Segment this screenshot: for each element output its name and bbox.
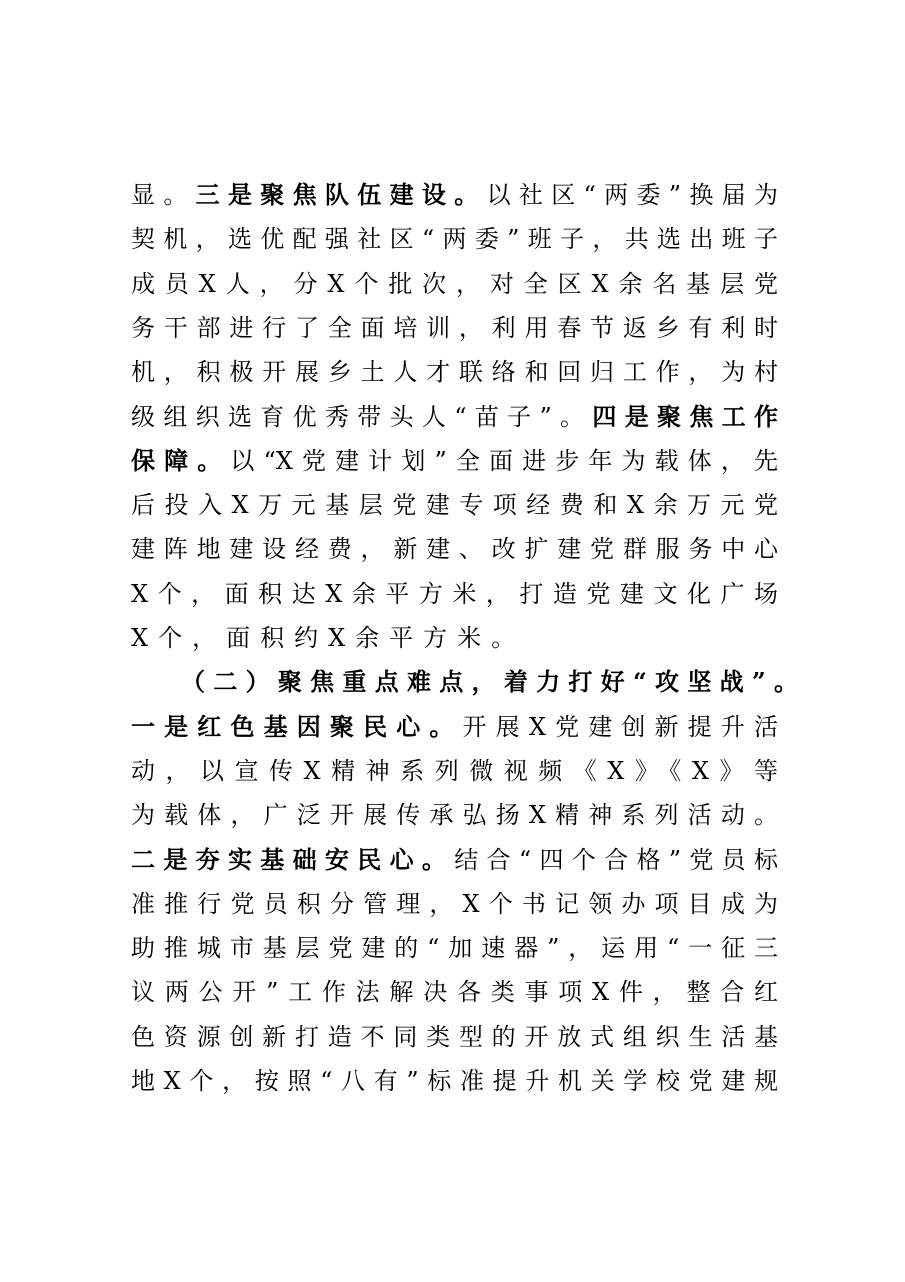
- text-span: 以“X党建计划”全面进步年为载体，先: [230, 447, 778, 475]
- bold-heading-span: 一是红色基因聚民心。: [131, 712, 463, 741]
- text-span: 成员X人，分X个批次，对全区X余名基层党: [131, 270, 778, 298]
- bold-heading-span: （二）聚焦重点难点，着力打好“攻坚战”。: [181, 667, 798, 696]
- text-line: [131, 173, 778, 217]
- text-line: [131, 882, 778, 926]
- text-span: 务干部进行了全面培训，利用春节返乡有利时: [131, 314, 778, 342]
- text-line: [131, 749, 778, 793]
- text-line: [131, 350, 778, 394]
- text-span: 以社区“两委”换届为: [486, 181, 779, 209]
- text-span: 为载体，广泛开展传承弘扬X精神系列活动。: [131, 801, 778, 829]
- text-span: 后投入X万元基层党建专项经费和X余万元党: [131, 491, 778, 519]
- bold-heading-span: 保障。: [131, 446, 231, 475]
- bold-heading-span: 二是夯实基础安民心。: [131, 845, 455, 874]
- text-span: 准推行党员积分管理，X个书记领办项目成为: [131, 890, 778, 918]
- text-line: [181, 660, 798, 704]
- text-line: [131, 793, 778, 837]
- text-line: [131, 217, 778, 261]
- text-span: 开展X党建创新提升活: [462, 713, 778, 741]
- text-line: [131, 572, 778, 616]
- text-span: 契机，选优配强社区“两委”班子，共选出班子: [131, 225, 778, 253]
- text-span: 显。: [131, 181, 196, 209]
- text-span: 建阵地建设经费，新建、改扩建党群服务中心: [131, 535, 778, 563]
- text-span: 级组织选育优秀带头人“苗子”。: [131, 403, 593, 431]
- bold-heading-span: 三是聚焦队伍建设。: [195, 180, 487, 209]
- text-span: 助推城市基层党建的“加速器”，运用“一征三: [131, 934, 778, 962]
- text-span: 地X个，按照“八有”标准提升机关学校党建规: [131, 1067, 778, 1095]
- text-span: 动，以宣传X精神系列微视频《X》《X》等: [131, 757, 778, 785]
- text-span: 色资源创新打造不同类型的开放式组织生活基: [131, 1023, 778, 1051]
- text-line: [131, 838, 778, 882]
- text-line: [131, 1015, 778, 1059]
- text-span: X个，面积约X余平方米。: [131, 624, 526, 652]
- text-line: [131, 616, 778, 660]
- text-line: [131, 483, 778, 527]
- text-line: [131, 705, 778, 749]
- text-span: 结合“四个合格”党员标: [454, 846, 778, 874]
- text-line: [131, 527, 778, 571]
- text-line: [131, 439, 778, 483]
- text-line: [131, 306, 778, 350]
- text-line: [131, 926, 778, 970]
- text-line: [131, 262, 778, 306]
- text-line: [131, 970, 778, 1014]
- text-span: X个，面积达X余平方米，打造党建文化广场: [131, 580, 778, 608]
- text-span: 机，积极开展乡土人才联络和回归工作，为村: [131, 358, 778, 386]
- text-span: 议两公开”工作法解决各类事项X件，整合红: [131, 978, 778, 1006]
- bold-heading-span: 四是聚焦工作: [592, 402, 779, 431]
- text-line: [131, 1059, 778, 1103]
- text-line: [131, 395, 778, 439]
